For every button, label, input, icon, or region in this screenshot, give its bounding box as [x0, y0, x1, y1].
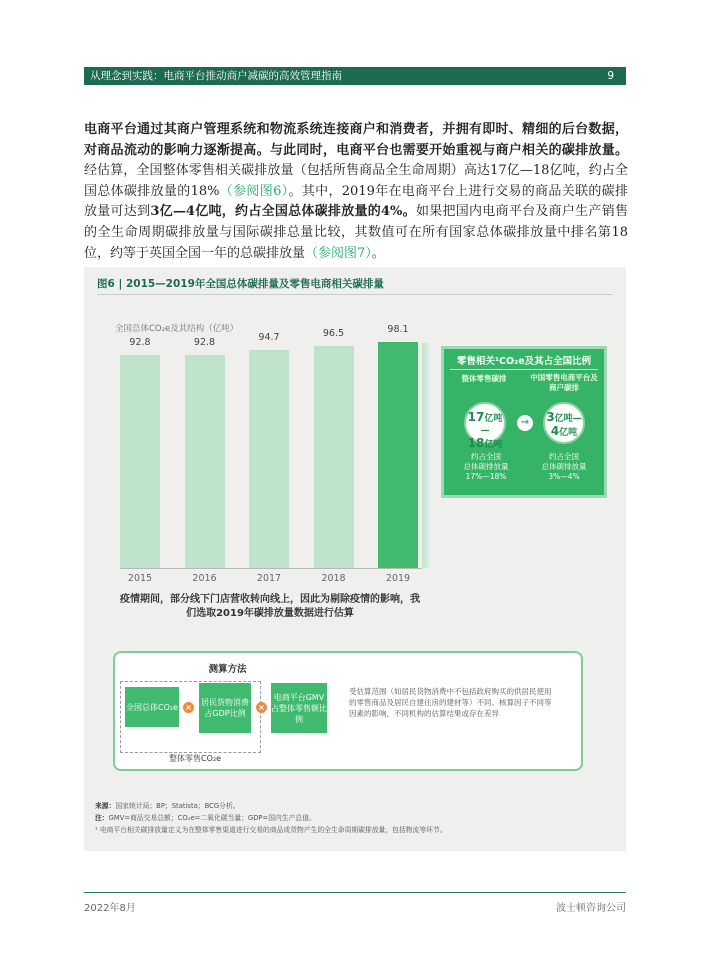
figure-title-divider — [97, 294, 613, 295]
header-title: 从理念到实践：电商平台推动商户减碳的高效管理指南 — [90, 70, 342, 82]
bar-value-label: 92.8 — [193, 336, 216, 348]
callout-right-heading: 中国零售电商平台及商户碳排 — [530, 373, 598, 392]
x-tick-label: 2017 — [256, 573, 282, 584]
ecommerce-range-circle: 3亿吨— 4亿吨 — [543, 402, 585, 444]
footer-organization: 波士顿咨询公司 — [556, 903, 626, 914]
chart-note: 疫情期间，部分线下门店营收转向线上，因此为剔除疫情的影响，我们选取2019年碳排放量数据进行估算 — [120, 594, 420, 619]
x-tick-label: 2019 — [385, 573, 411, 584]
method-box-national-co2e: 全国总体CO₂e — [125, 687, 179, 727]
footer-divider — [84, 892, 626, 893]
bar-2019 — [378, 342, 418, 568]
method-box-consumption-gdp: 居民货物消费占GDP比例 — [199, 683, 251, 733]
multiply-icon: × — [183, 702, 194, 713]
method-box-gmv-share: 电商平台GMV占整体零售额比例 — [271, 683, 327, 733]
calculation-method-panel — [113, 651, 583, 771]
retail-range-circle: 17亿吨— 18亿吨 — [464, 402, 506, 444]
retail-emission-callout — [441, 346, 607, 498]
body-paragraph — [84, 120, 628, 264]
callout-title: 零售相关¹CO₂e及其占全国比例 — [456, 356, 592, 367]
arrow-right-icon: → — [517, 415, 533, 431]
figure6-reference: （参阅图6） — [219, 183, 289, 199]
source-line: 来源：国家统计局；BP；Statista；BCG分析。 — [95, 802, 240, 810]
bar-value-label: 98.1 — [387, 324, 409, 336]
bar-2017 — [249, 350, 289, 568]
bar-2016 — [185, 355, 225, 568]
callout-left-share: 约占全国 总体碳排放量 17%—18% — [463, 452, 509, 481]
page-number: 9 — [607, 70, 614, 82]
figure-notes — [95, 800, 615, 836]
bar-2018 — [314, 346, 354, 568]
method-description: 受估算范围（如居民货物消费中不包括政府购买的供居民使用的零售商品及居民自建住房的建材等）不同、核算因子不同等因素的影响，不同机构的估算结果或存在差异 — [349, 687, 552, 718]
x-tick-label: 2016 — [192, 573, 217, 584]
callout-right-share: 约占全国 总体碳排放量 3%—4% — [541, 452, 587, 481]
callout-divider — [450, 369, 598, 370]
para-text-3: 如果把国内电商平台及商户生产销售的全生命周期碳排放量与国际碳排总量比较，其数值可在所有国家总体碳排放量中排名第18位，约等于英国全国一年的总碳排放量 — [84, 204, 628, 261]
bar-2015 — [120, 355, 160, 568]
callout-left-heading: 整体零售碳排 — [461, 374, 507, 383]
para-text-2: 。其中，2019年在电商平台上进行交易的商品关联的碳排放量可达到 — [84, 183, 628, 220]
figure-title: 图6 | 2015—2019年全国总体碳排量及零售电商相关碳排量 — [97, 278, 384, 290]
x-axis-line — [120, 568, 422, 569]
page-header — [84, 67, 626, 85]
figure7-reference: （参阅图7） — [305, 245, 372, 261]
para-text-1: 经估算，全国整体零售相关碳排放量（包括所售商品全生命周期）高达17亿—18亿吨，约占全国总体碳排放量的18% — [84, 163, 628, 199]
method-title: 测算方法 — [208, 664, 247, 675]
x-tick-label: 2018 — [321, 573, 346, 584]
footnote-line: ¹ 电商平台相关碳排放量定义为在整体零售渠道进行交易的商品或货物产生的全生命周期碳排放量，包括物流等环节。 — [95, 826, 447, 834]
figure-6 — [84, 267, 626, 851]
callout-connector — [422, 343, 430, 568]
multiply-icon: × — [256, 702, 267, 713]
para-bold-1: 电商平台通过其商户管理系统和物流系统连接商户和消费者，并拥有即时、精细的后台数据，对商品流动的影响力逐渐提高。与此同时，电商平台也需要开始重视与商户相关的碳排放量。 — [84, 122, 628, 158]
x-tick-label: 2015 — [127, 573, 153, 584]
bar-value-label: 94.7 — [258, 332, 280, 344]
bar-value-label: 92.8 — [129, 336, 151, 348]
retail-co2e-label: 整体零售CO₂e — [168, 754, 221, 763]
footer-date: 2022年8月 — [84, 903, 136, 914]
para-text-4: 。 — [371, 245, 385, 261]
chart-y-label: 全国总体CO₂e及其结构（亿吨） — [115, 324, 239, 334]
note-line: 注：GMV=商品交易总额；CO₂e=二氧化碳当量；GDP=国内生产总值。 — [95, 814, 316, 822]
para-bold-2: 3亿—4亿吨，约占全国总体碳排放量的4%。 — [150, 204, 416, 220]
bar-value-label: 96.5 — [322, 328, 345, 340]
